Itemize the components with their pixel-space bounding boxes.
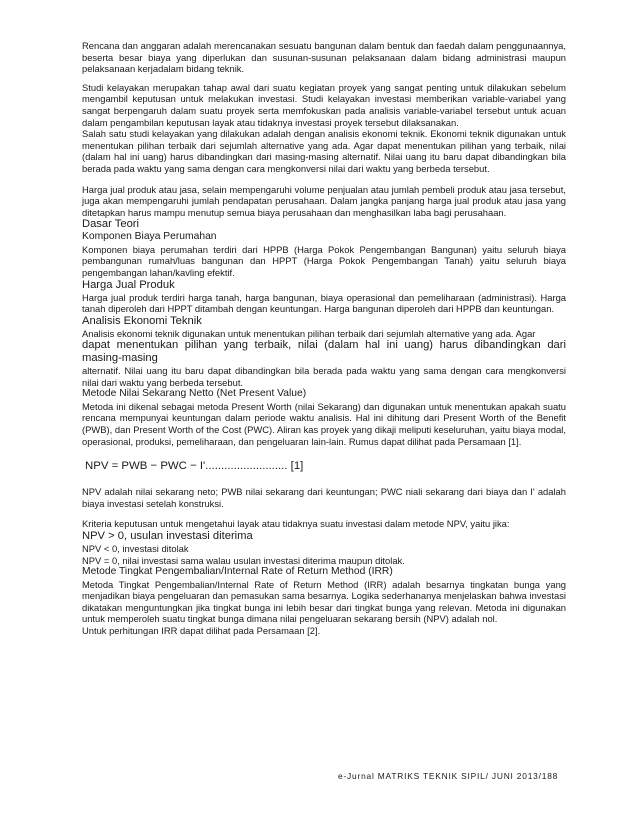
section-heading-dasar-teori: Dasar Teori [82, 218, 139, 231]
subheading-npv: Metode Nilai Sekarang Netto (Net Present Value) [82, 388, 307, 400]
analisis-text-line-3: alternatif. Nilai uang itu baru dapat dibandingkan bila berada pada waktu yang sama dengan cara mengkonversi nilai dari waktu yang berbeda tersebut. [82, 365, 566, 388]
intro-paragraph-1: Rencana dan anggaran adalah merencanakan sesuatu bangunan dalam bentuk dan faedah dalam penggunaannya, beserta besar biaya yang diperlukan dan susunan-susunan pelaksanaan dalam bidang administrasi maupun pelaksanaan kerjadalam bidang teknik. [82, 40, 566, 75]
subheading-irr: Metode Tingkat Pengembalian/Internal Rate of Return Method (IRR) [82, 566, 393, 578]
subheading-harga-jual: Harga Jual Produk [82, 278, 175, 291]
npv-formula: NPV = PWB − PWC − I'.......................... [1] [85, 460, 304, 473]
subheading-komponen-biaya: Komponen Biaya Perumahan [82, 231, 217, 243]
kriteria-npv-negative: NPV < 0, investasi ditolak [82, 543, 189, 555]
komponen-biaya-text: Komponen biaya perumahan terdiri dari HPPB (Harga Pokok Pengembangan Bangunan) yaitu seluruh biaya pembangunan rumah/luas bangunan dan HPPT (Harga Pokok Pengembangan Tanah) yaitu seluruh biaya pengembangan lahan/kavling efektif. [82, 243, 566, 278]
npv-text: Metoda ini dikenal sebagai metoda Present Worth (nilai Sekarang) dan digunakan untuk menentukan apakah suatu rencana mempunyai keuntungan dalam periode waktu analisis. Hal ini dihitung dari Present Worth of the Benefit (PWB), dan Present Worth of the Cost (PWC). Aliran kas proyek yang dikaji meliputi keseluruhan, yaitu biaya modal, operasional, produksi, pemeliharaan, dan pengeluaran lain-lain. Rumus dapat dilihat pada Persamaan [1]. [82, 400, 566, 447]
page-footer: e-Jurnal MATRIKS TEKNIK SIPIL/ JUNI 2013/188 [338, 771, 559, 781]
irr-text: Metoda Tingkat Pengembalian/Internal Rate of Return Method (IRR) adalah besarnya tingkatan bunga yang menjadikan biaya pengeluaran dan pemasukan sama besarnya. Logika sederhananya menjelaskan bahwa investasi dikatakan menguntungkan jika tingkat bunga ini lebih besar dari tingkat bunga yang relevan. Metoda ini digunakan untuk memperoleh suatu tingkat bunga dimana nilai pengeluaran sekarang bersih (NPV) adalah nol. [82, 578, 566, 625]
irr-formula-reference: Untuk perhitungan IRR dapat dilihat pada Persamaan [2]. [82, 625, 321, 636]
kriteria-npv-zero: NPV = 0, nilai investasi sama walau usulan investasi diterima maupun ditolak. [82, 554, 405, 566]
npv-definition: NPV adalah nilai sekarang neto; PWB nilai sekarang dari keuntungan; PWC niali sekarang dari biaya dan I' adalah biaya investasi setelah konstruksi. [82, 486, 566, 509]
kriteria-npv-positive: NPV > 0, usulan investasi diterima [82, 530, 253, 543]
intro-paragraph-3: Salah satu studi kelayakan yang dilakukan adalah dengan analisis ekonomi teknik. Ekonomi teknik digunakan untuk menentukan pilihan terbaik dari sejumlah alternative yang ada. Agar dapat menentukan pilihan yang terbaik, nilai (dalam hal ini uang) harus dibandingkan dari masing-masing alternatif. Nilai uang itu baru dapat dibandingkan bila berada pada waktu yang sama dengan cara mengkonversi nilai dari waktu yang berbeda tersebut. [82, 128, 566, 174]
intro-paragraph-4: Harga jual produk atau jasa, selain mempengaruhi volume penjualan atau jumlah pembeli produk atau jasa tersebut, juga akan mempengaruhi jumlah pendapatan perusahaan. Dalam jangka panjang harga jual produk atau jasa yang ditetapkan harus mampu menutup semua biaya perusahaan dan menghasilkan laba bagi perusahaan. [82, 183, 566, 218]
kriteria-intro: Kriteria keputusan untuk mengetahui layak atau tidaknya suatu investasi dalam metode NPV, yaitu jika: [82, 518, 510, 530]
subheading-analisis-ekonomi: Analisis Ekonomi Teknik [82, 314, 202, 327]
analisis-text-line-1: Analisis ekonomi teknik digunakan untuk menentukan pilihan terbaik dari sejumlah alternative yang ada. Agar [82, 327, 536, 339]
harga-jual-text: Harga jual produk terdiri harga tanah, harga bangunan, biaya operasional dan pemeliharaan (administrasi). Harga tanah diperoleh dari HPPT ditambah dengan keuntungan. Harga bangunan diperoleh dari HPPB dan keuntungan. [82, 291, 566, 315]
intro-paragraph-2: Studi kelayakan merupakan tahap awal dari suatu kegiatan proyek yang sangat penting untuk dilakukan sebelum mengambil keputusan untuk melakukan investasi. Studi kelayakan investasi memberikan variable-variabel yang sangat berpengaruh dalam suatu proyek serta memfokuskan pada analisis variable-variabel tersebut untuk acuan dalam pengambilan keputusan layak atau tidaknya investasi proyek tersebut dilaksanakan. [82, 81, 566, 128]
document-page [82, 40, 566, 637]
analisis-text-line-2: dapat menentukan pilihan yang terbaik, nilai (dalam hal ini uang) harus dibandingkan dari masing-masing [82, 339, 566, 365]
